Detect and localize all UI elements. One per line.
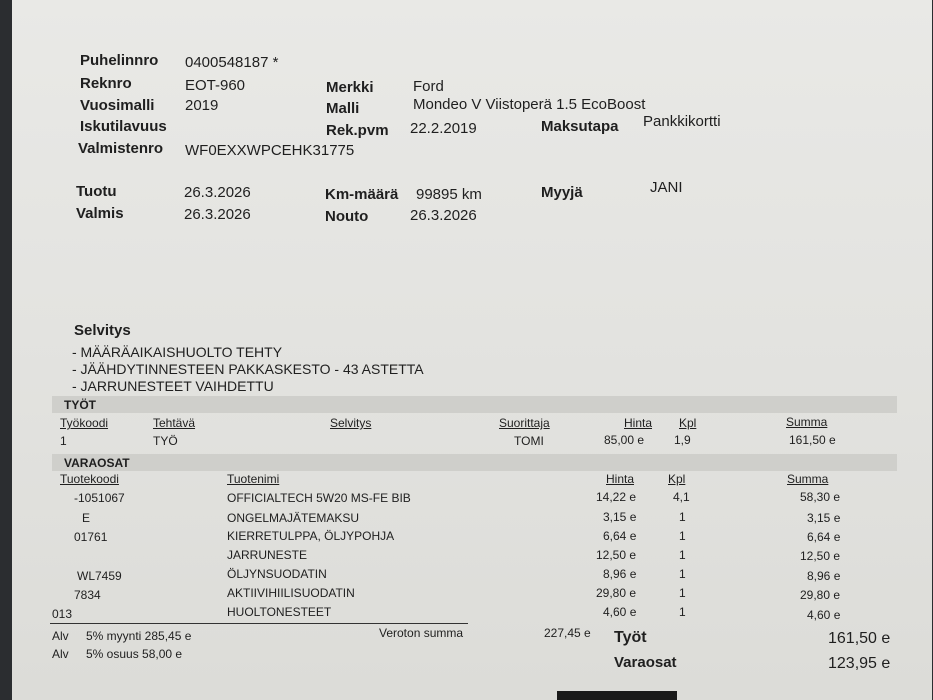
part-name: HUOLTONESTEET [227,605,332,619]
phone-value: 0400548187 * [185,54,279,71]
regdate-label: Rek.pvm [326,122,389,139]
part-sum: 6,64 e [807,530,841,544]
work-header-code: Työkoodi [60,416,109,430]
vat-prefix-1: Alv [52,629,69,643]
vin-value: WF0EXXWPCEHK31775 [185,142,355,159]
model-label: Malli [326,100,360,117]
work-row-task: TYÖ [153,434,178,448]
work-header-sum: Summa [786,415,828,429]
brought-label: Tuotu [76,183,117,200]
report-line: - MÄÄRÄAIKAISHUOLTO TEHTY [72,344,283,360]
work-row-by: TOMI [514,434,544,448]
work-total-label: Työt [614,629,647,646]
part-price: 12,50 e [596,548,637,562]
part-sum: 4,60 e [807,608,841,622]
reg-value: EOT-960 [185,77,246,94]
work-header-price: Hinta [624,416,653,430]
part-sum: 3,15 e [807,511,841,525]
part-qty: 1 [679,529,686,543]
totals-rule [50,623,468,624]
net-label: Veroton summa [379,626,464,640]
part-sum: 8,96 e [807,569,841,583]
year-value: 2019 [185,97,219,114]
part-name: KIERRETULPPA, ÖLJYPOHJA [227,529,395,543]
seller-label: Myyjä [541,184,583,201]
vin-label: Valmistenro [78,140,164,157]
pickup-label: Nouto [325,208,369,225]
part-qty: 4,1 [673,490,690,504]
report-line: - JARRUNESTEET VAIHDETTU [72,378,274,394]
parts-total-value: 123,95 e [828,655,891,672]
footer-logo-fragment [557,688,677,700]
part-price: 8,96 e [603,567,637,581]
make-value: Ford [413,78,444,95]
part-price: 29,80 e [596,586,637,600]
parts-header-sum: Summa [787,472,829,486]
parts-header-name: Tuotenimi [227,472,280,486]
parts-total-label: Varaosat [614,654,677,671]
capacity-label: Iskutilavuus [80,118,167,135]
work-header-task: Tehtävä [153,416,196,430]
work-row-code: 1 [60,434,67,448]
part-sum: 29,80 e [800,588,841,602]
net-value: 227,45 e [544,626,591,640]
seller-value: JANI [650,179,683,196]
brought-value: 26.3.2026 [184,184,251,201]
work-header-by: Suorittaja [499,416,550,430]
km-label: Km-määrä [325,186,399,203]
part-code: WL7459 [77,569,122,583]
reg-label: Reknro [80,75,132,92]
vat-line-2: 5% osuus 58,00 e [86,647,183,661]
part-code: 013 [52,607,73,621]
parts-header-qty: Kpl [668,472,686,486]
parts-band [52,454,897,471]
parts-header-code: Tuotekoodi [60,472,119,486]
part-price: 4,60 e [603,605,637,619]
phone-label: Puhelinnro [80,52,159,69]
work-header-desc: Selvitys [330,416,372,430]
part-sum: 12,50 e [800,549,841,563]
part-qty: 1 [679,605,686,619]
km-value: 99895 km [416,186,482,203]
part-qty: 1 [679,586,686,600]
report-line: - JÄÄHDYTINNESTEEN PAKKASKESTO - 43 ASTETTA [72,361,424,377]
part-qty: 1 [679,510,686,524]
payment-label: Maksutapa [541,118,619,135]
vat-prefix-2: Alv [52,647,69,661]
part-price: 6,64 e [603,529,637,543]
part-name: JARRUNESTE [227,548,308,562]
part-code: E [82,511,91,525]
part-qty: 1 [679,548,686,562]
part-name: ÖLJYNSUODATIN [227,567,327,581]
part-price: 3,15 e [603,510,637,524]
part-code: -1051067 [74,491,125,505]
part-qty: 1 [679,567,686,581]
report-title: Selvitys [74,322,131,339]
part-code: 01761 [74,530,108,544]
work-band [52,396,897,413]
parts-title: VARAOSAT [64,456,130,470]
work-row-qty: 1,9 [674,433,691,447]
vat-line-1: 5% myynti 285,45 e [86,629,192,643]
work-header-qty: Kpl [679,416,697,430]
work-total-value: 161,50 e [828,630,891,647]
part-code: 7834 [74,588,101,602]
part-name: ONGELMAJÄTEMAKSU [227,511,360,525]
model-value: Mondeo V Viistoperä 1.5 EcoBoost [413,96,646,113]
ready-label: Valmis [76,205,124,222]
payment-value: Pankkikortti [643,113,721,130]
work-title: TYÖT [64,398,96,412]
part-name: AKTIIVIHIILISUODATIN [227,586,355,600]
pickup-value: 26.3.2026 [410,207,477,224]
part-name: OFFICIALTECH 5W20 MS-FE BIB [227,491,411,505]
invoice-paper [12,0,932,700]
make-label: Merkki [326,79,374,96]
parts-header-price: Hinta [606,472,635,486]
part-sum: 58,30 e [800,490,841,504]
regdate-value: 22.2.2019 [410,120,477,137]
work-row-price: 85,00 e [604,433,645,447]
year-label: Vuosimalli [80,97,155,114]
part-price: 14,22 e [596,490,637,504]
ready-value: 26.3.2026 [184,206,251,223]
work-row-sum: 161,50 e [789,433,836,447]
